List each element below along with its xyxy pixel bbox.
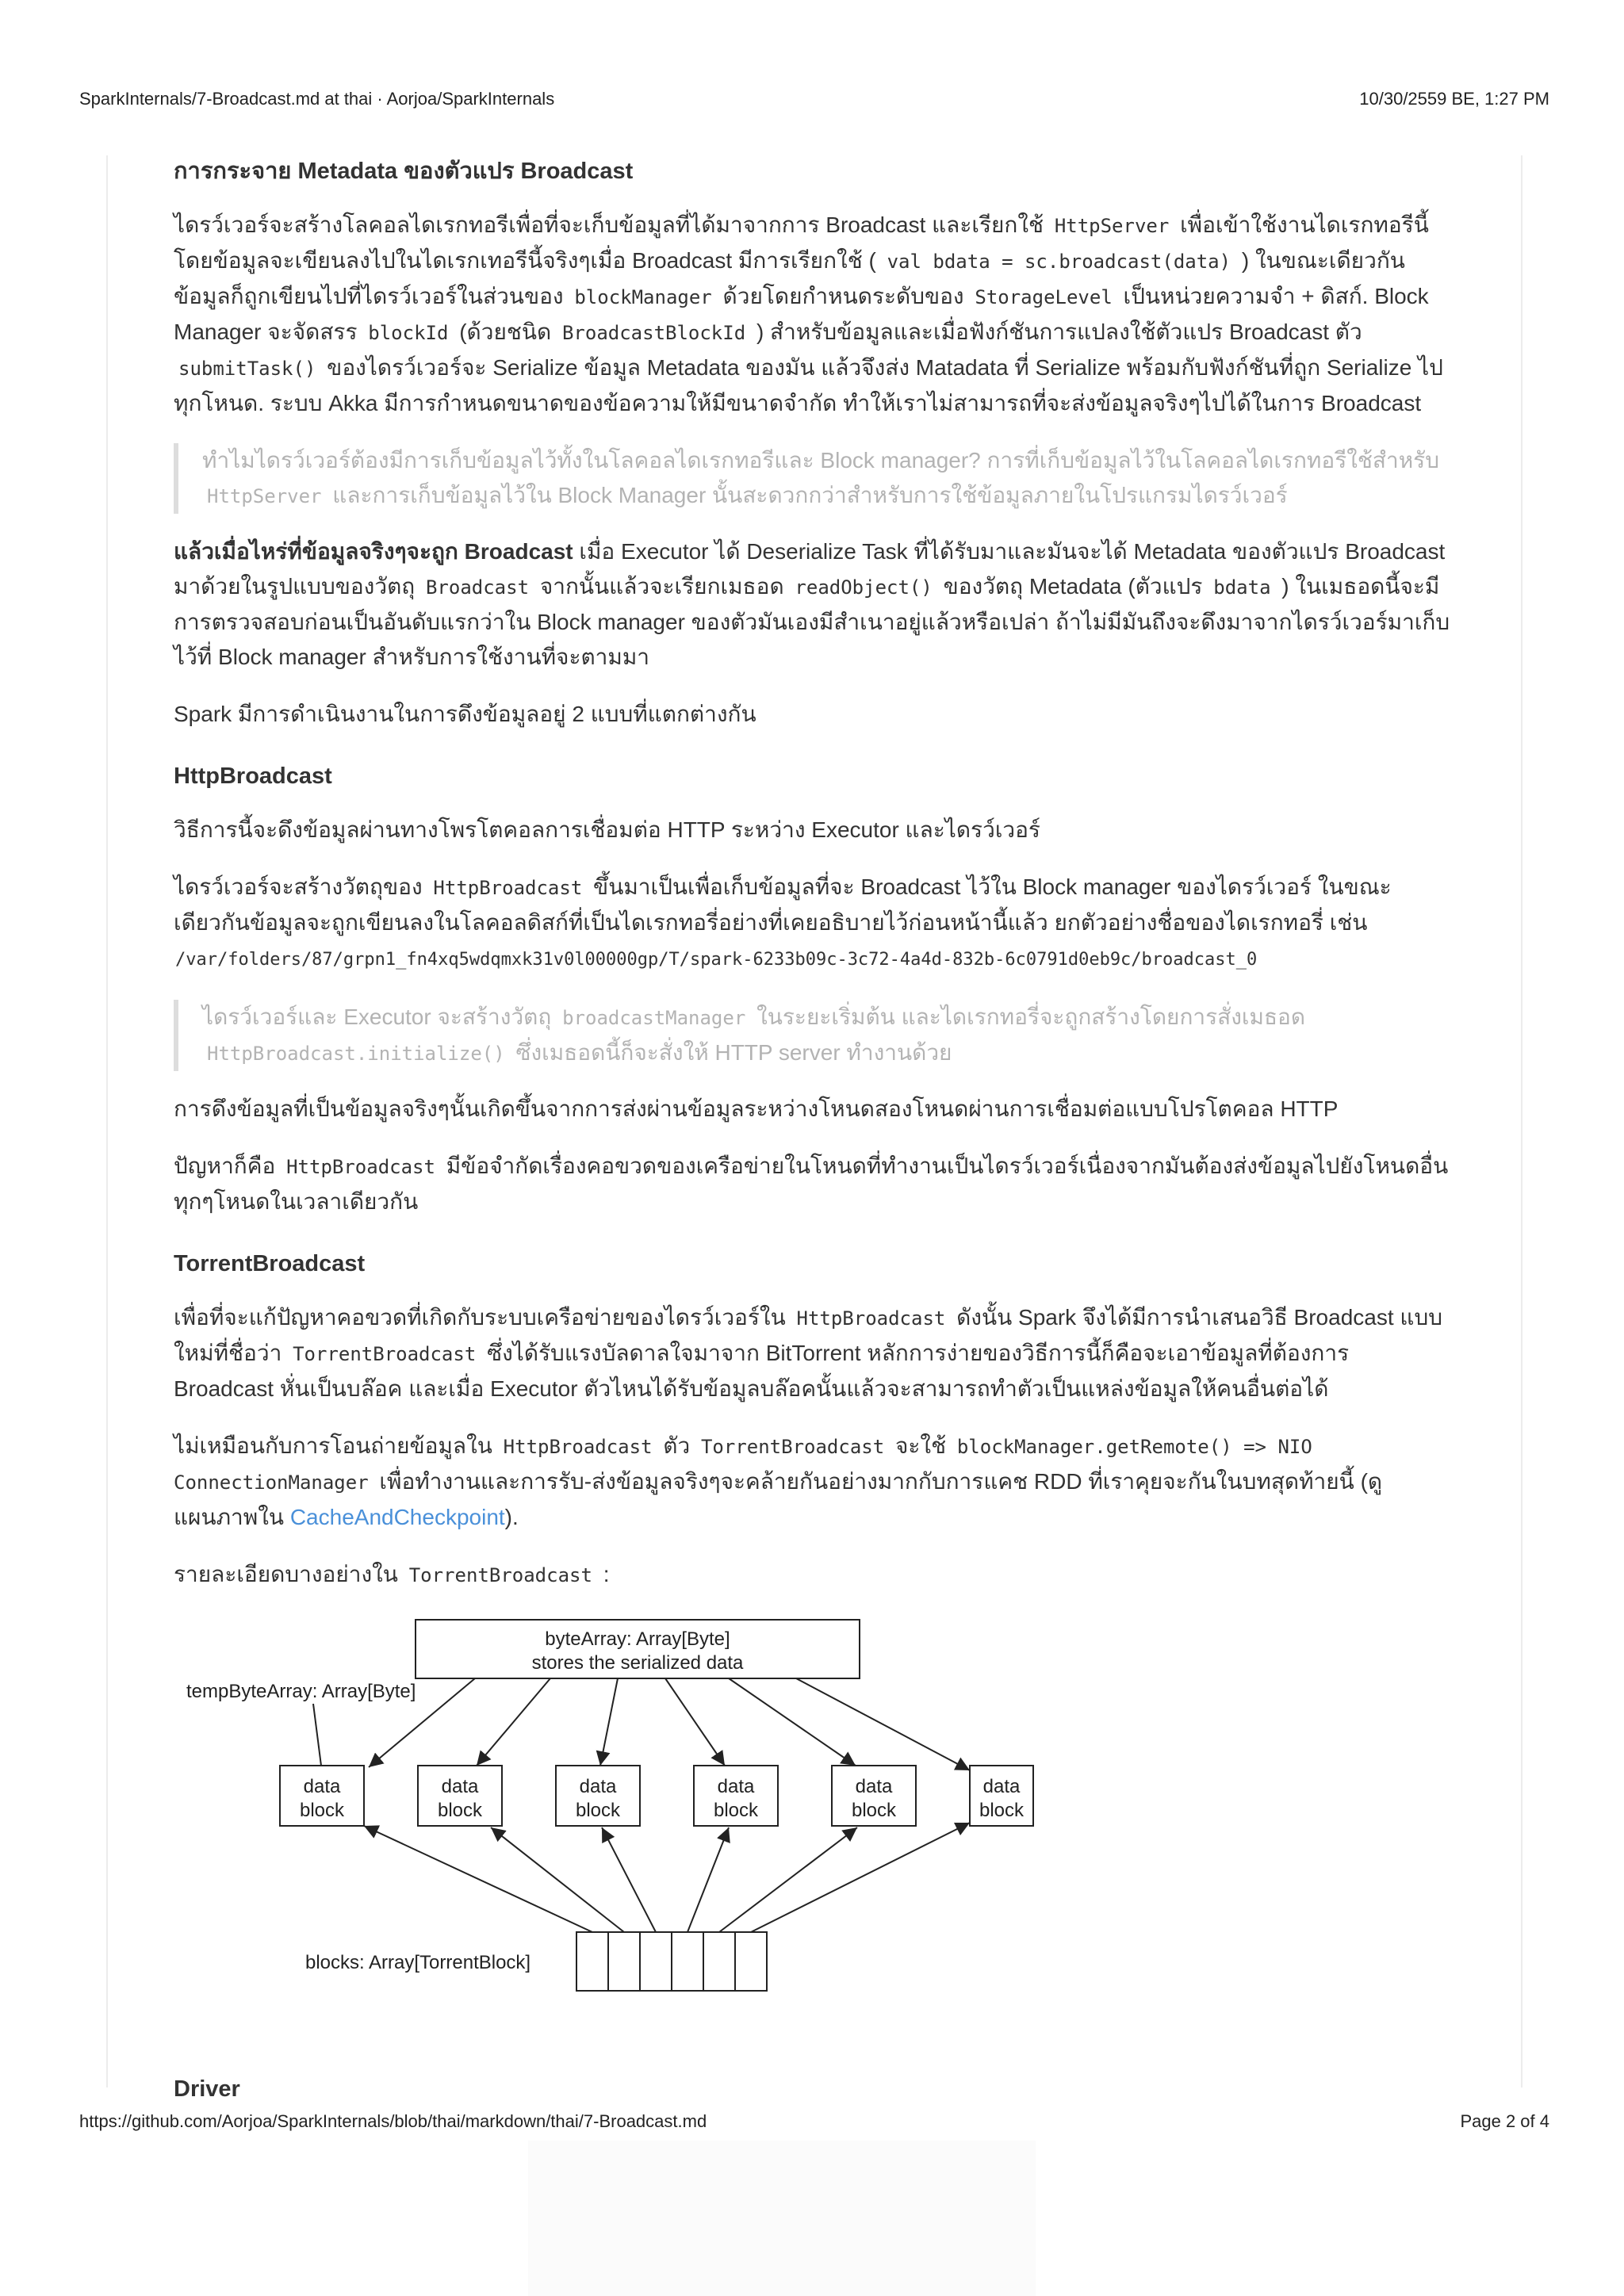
inline-code: /var/folders/87/grpn1_fn4xq5wdqmxk31v0l00000gp/T/spark-6233b09c-3c72-4a4d-832b-6c0791d0eb9c/broadcast_0 [175,950,1258,970]
inline-code: TorrentBroadcast [293,1343,477,1365]
bytearray-sublabel: stores the serialized data [531,1652,744,1674]
inline-code: StorageLevel [975,286,1113,308]
blocks-array-cell [640,1932,672,1991]
paragraph: วิธีการนี้จะดึงข้อมูลผ่านทางโพรโตคอลการเชื่อมต่อ HTTP ระหว่าง Executor และไดรว์เวอร์ [174,817,1040,842]
heading-httpbroadcast: HttpBroadcast [174,763,332,789]
inline-code: HttpBroadcast [433,877,583,899]
cacheandcheckpoint-link[interactable]: CacheAndCheckpoint [289,1505,505,1529]
arrow [796,1678,970,1770]
blocks-array-cell [735,1932,767,1991]
data-block-label: data [441,1776,479,1797]
inline-code: readObject() [795,576,933,599]
paragraph: ไดรว์เวอร์จะสร้างวัตถุของ HttpBroadcast ขึ้นมาเป็นเพื่อเก็บข้อมูลที่จะ Broadcast ไว้ใน Block manager ของไดรว์เวอร์ ในขณะเดียวกันข้อมูลจะถูกเขียนลงในโลคอลดิสก์ที่เป็นไดเรกทอรี่อย่างที่เคยอธิบายไว้ก่อนหน้านี้แล้ว ยกตัวอย่างชื่อของไดเรกทอรี่ เช่น /var/folders/87/grpn1_fn4xq5wdqmxk31v0l00000gp/T/spark-6233b09c-3c72-4a4d-832b-6c0791d0eb9c/broadcast_0 [174,874,1392,970]
paragraph: ไม่เหมือนกับการโอนถ่ายข้อมูลใน HttpBroadcast ตัว TorrentBroadcast จะใช้ blockManager.getRemote() => NIO ConnectionManager เพื่อทำงานและการรับ-ส่งข้อมูลจริงๆจะคล้ายกันอย่างมากกับการแคช RDD ที่เราคุยจะกันในบทสุดท้ายนี้ (ดูแผนภาพใน CacheAndCheckpoint). [174,1433,1383,1529]
arrow [688,1827,729,1932]
paragraph: การดึงข้อมูลที่เป็นข้อมูลจริงๆนั้นเกิดขึ้นจากการส่งผ่านข้อมูลระหว่างโหนดสองโหนดผ่านการเชื่อมต่อแบบโปรโตคอล HTTP [174,1096,1339,1121]
inline-code: HttpServer [1054,215,1170,237]
inline-code: blockId [368,322,449,344]
split-arrows [369,1678,970,1770]
paragraph: แล้วเมื่อไหร่ที่ข้อมูลจริงๆจะถูก Broadcast เมื่อ Executor ได้ Deserialize Task ที่ได้รับมาและมันจะได้ Metadata ของตัวแปร Broadcast มาด้วยในรูปแบบของวัตถุ Broadcast จากนั้นแล้วจะเรียกเมธอด readObject() ของวัตถุ Metadata (ตัวแปร bdata ) ในเมธอดนี้จะมีการตรวจสอบก่อนเป็นอันดับแรกว่าใน Block manager ของตัวมันเองมีสำเนาอยู่แล้วหรือเปล่า ถ้าไม่มีมันถึงจะดึงมาจากไดรว์เวอร์มาเก็บไว้ที่ Block manager สำหรับการใช้งานที่จะตามมา [174,539,1450,669]
inline-code: submitTask() [178,358,316,380]
inline-code: HttpBroadcast [286,1156,435,1178]
inline-code: Broadcast [425,576,530,599]
arrow [477,1678,550,1766]
blocks-array-cell [608,1932,640,1991]
data-block-label: block [851,1800,897,1821]
inline-code: blockManager [574,286,712,308]
tempbytearray-connector [313,1704,321,1766]
data-block-label: data [303,1776,341,1797]
blockquote: ทำไมไดรว์เวอร์ต้องมีการเก็บข้อมูลไว้ทั้งในโลคอลไดเรกทอรีและ Block manager? การที่เก็บข้อมูลไว้ในโลคอลไดเรกทอรีใช้สำหรับ HttpServer และการเก็บข้อมูลไว้ใน Block Manager นั้นสะดวกกว่าสำหรับการใช้ข้อมูลภายในโปรแกรมไดรว์เวอร์ [174,443,1450,514]
page-title: SparkInternals/7-Broadcast.md at thai · Aorjoa/SparkInternals [79,89,555,109]
arrow [665,1678,725,1766]
arrow [751,1823,970,1932]
data-block-label: block [575,1800,621,1821]
data-block-label: data [579,1776,617,1797]
article-body [174,155,1450,2126]
reference-arrows [364,1823,970,1932]
page-url: https://github.com/Aorjoa/SparkInternals/blob/thai/markdown/thai/7-Broadcast.md [79,2111,707,2131]
data-block-label: block [437,1800,483,1821]
inline-code: HttpBroadcast [503,1436,653,1458]
page-number: Page 2 of 4 [1460,2111,1549,2131]
bold-text: แล้วเมื่อไหร่ที่ข้อมูลจริงๆจะถูก Broadcast [174,539,573,564]
blocks-array-cell [703,1932,735,1991]
inline-code: bdata [1213,576,1271,599]
data-block-label: block [299,1800,345,1821]
inline-code: HttpBroadcast.initialize() [207,1043,505,1065]
blocks-array-label: blocks: Array[TorrentBlock] [305,1952,531,1973]
tempbytearray-label: tempByteArray: Array[Byte] [186,1681,416,1702]
inline-code: val bdata = sc.broadcast(data) [887,251,1231,273]
arrow [364,1826,592,1932]
data-block-label: data [717,1776,755,1797]
data-block-label: block [979,1800,1025,1821]
heading-metadata: การกระจาย Metadata ของตัวแปร Broadcast [174,159,634,184]
inline-code: BroadcastBlockId [561,322,746,344]
paragraph: รายละเอียดบางอย่างใน TorrentBroadcast : [174,1562,610,1586]
torrentbroadcast-diagram [174,1615,1046,2027]
paragraph: Spark มีการดำเนินงานในการดึงข้อมูลอยู่ 2 แบบที่แตกต่างกัน [174,702,756,726]
inline-code: TorrentBroadcast [700,1436,885,1458]
heading-torrentbroadcast: TorrentBroadcast [174,1251,366,1276]
inline-code: blockManager.getRemote() => NIO ConnectionManager [174,1436,1312,1494]
data-block-label: data [855,1776,893,1797]
inline-code: HttpServer [207,485,322,507]
blocks-array [576,1932,767,1991]
inline-code: HttpBroadcast [796,1307,946,1330]
paragraph: เพื่อที่จะแก้ปัญหาคอขวดที่เกิดกับระบบเครือข่ายของไดรว์เวอร์ใน HttpBroadcast ดังนั้น Spark จึงได้มีการนำเสนอวิธี Broadcast แบบใหม่ที่ชื่อว่า TorrentBroadcast ซึ่งได้รับแรงบัลดาลใจมาจาก BitTorrent หลักการง่ายของวิธีการนี้ก็คือจะเอาข้อมูลที่ต้องการ Broadcast หั่นเป็นบล๊อค และเมื่อ Executor ตัวไหนได้รับข้อมูลบล๊อคนั้นแล้วจะสามารถทำตัวเป็นแหล่งข้อมูลให้คนอื่นต่อได้ [174,1305,1442,1401]
print-datetime: 10/30/2559 BE, 1:27 PM [1359,89,1549,109]
data-block-label: data [982,1776,1021,1797]
paragraph: ไดรว์เวอร์จะสร้างโลคอลไดเรกทอรีเพื่อที่จะเก็บข้อมูลที่ได้มาจากการ Broadcast และเรียกใช้ HttpServer เพื่อเข้าใช้งานไดเรกทอรีนี้โดยข้อมูลจะเขียนลงไปในไดเรกเทอรีนี้จริงๆเมื่อ Broadcast มีการเรียกใช้ ( val bdata = sc.broadcast(data) ) ในขณะเดียวกันข้อมูลก็ถูกเขียนไปที่ไดรว์เวอร์ในส่วนของ blockManager ด้วยโดยกำหนดระดับของ StorageLevel เป็นหน่วยความจำ + ดิสก์. Block Manager จะจัดสรร blockId (ด้วยชนิด BroadcastBlockId ) สำหรับข้อมูลและเมื่อฟังก์ชันการแปลงใช้ตัวแปร Broadcast ตัว submitTask() ของไดรว์เวอร์จะ Serialize ข้อมูล Metadata ของมัน แล้วจึงส่ง Matadata ที่ Serialize พร้อมกับฟังก์ชันที่ถูก Serialize ไปทุกโหนด. ระบบ Akka มีการกำหนดขนาดของข้อความให้มีขนาดจำกัด ทำให้เราไม่สามารถที่จะส่งข้อมูลจริงๆไปได้ในการ Broadcast [174,212,1443,415]
blocks-array-cell [576,1932,608,1991]
heading-driver: Driver [174,2076,240,2102]
arrow [719,1827,857,1932]
print-header [79,89,1549,109]
blockquote: ไดรว์เวอร์และ Executor จะสร้างวัตถุ broadcastManager ในระยะเริ่มต้น และไดเรกทอรี่จะถูกสร้างโดยการสั่งเมธอด HttpBroadcast.initialize() ซึ่งเมธอดนี้ก็จะสั่งให้ HTTP server ทำงานด้วย [174,1000,1450,1071]
data-blocks [280,1766,1033,1826]
scan-artifact [528,2141,1036,2296]
inline-code: broadcastManager [562,1007,746,1029]
arrow [602,1827,656,1932]
data-block-label: block [713,1800,759,1821]
inline-code: TorrentBroadcast [408,1564,592,1586]
arrow [600,1678,618,1766]
arrow [729,1678,856,1766]
paragraph: ปัญหาก็คือ HttpBroadcast มีข้อจำกัดเรื่องคอขวดของเครือข่ายในโหนดที่ทำงานเป็นไดรว์เวอร์เนื่องจากมันต้องส่งข้อมูลไปยังโหนดอื่นทุกๆโหนดในเวลาเดียวกัน [174,1154,1449,1214]
print-footer [79,2111,1549,2132]
bytearray-label: byteArray: Array[Byte] [545,1628,730,1650]
blocks-array-cell [672,1932,703,1991]
